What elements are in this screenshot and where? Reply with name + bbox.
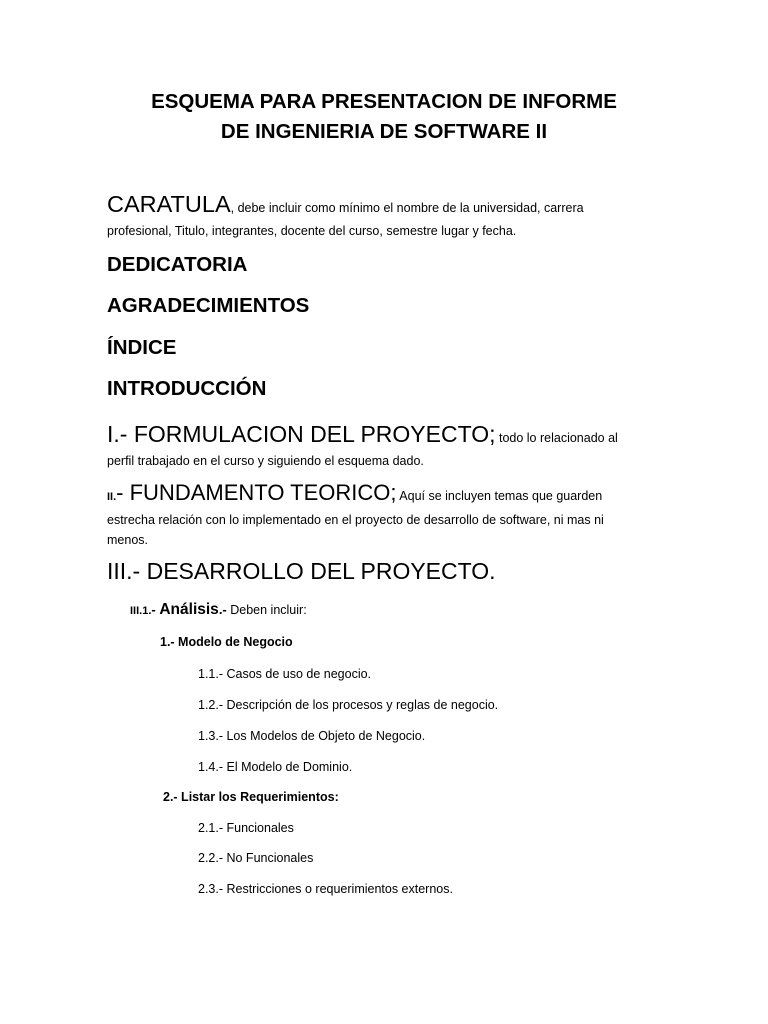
introduccion-heading: INTRODUCCIÓN <box>107 377 267 400</box>
section-3-heading: III.- DESARROLLO DEL PROYECTO. <box>107 558 496 584</box>
section-1-separator: ; <box>489 421 496 447</box>
modelo-negocio-item-4: 1.4.- El Modelo de Dominio. <box>198 760 353 774</box>
caratula-text-line-2: profesional, Titulo, integrantes, docente del curso, semestre lugar y fecha. <box>107 224 517 238</box>
analisis-numeral: III.1. <box>130 605 152 617</box>
section-2-separator: ; <box>390 480 397 505</box>
section-2-numeral: II. <box>107 491 117 503</box>
caratula-text-line-1: , debe incluir como mínimo el nombre de la universidad, carrera <box>230 201 584 215</box>
analisis-text: Deben incluir: <box>226 603 307 617</box>
section-2-text-line-1: Aquí se incluyen temas que guarden <box>396 489 603 503</box>
requerimientos-item-1: 2.1.- Funcionales <box>198 821 294 835</box>
modelo-negocio-item-3: 1.3.- Los Modelos de Objeto de Negocio. <box>198 729 426 743</box>
requerimientos-item-2: 2.2.- No Funcionales <box>198 851 314 865</box>
section-1-text-line-2: perfil trabajado en el curso y siguiendo el esquema dado. <box>107 454 424 468</box>
title-line-2: DE INGENIERIA DE SOFTWARE II <box>220 120 548 143</box>
caratula-heading: CARATULA <box>107 191 231 217</box>
section-2 <box>107 479 677 550</box>
section-1-text-line-1: todo lo relacionado al <box>495 431 618 445</box>
analisis-heading: Análisis <box>159 601 219 618</box>
agradecimientos-heading: AGRADECIMIENTOS <box>107 294 310 317</box>
requerimientos-item-3: 2.3.- Restricciones o requerimientos externos. <box>198 882 453 896</box>
modelo-negocio-item-1: 1.1.- Casos de uso de negocio. <box>198 667 372 681</box>
section-2-text-line-3: menos. <box>107 532 148 547</box>
caratula-section <box>107 190 677 242</box>
title-line-1: ESQUEMA PARA PRESENTACION DE INFORME <box>151 90 617 113</box>
analisis-line <box>130 598 307 623</box>
analisis-dash: - <box>151 602 160 617</box>
section-1-heading: I.- FORMULACION DEL PROYECTO <box>107 421 490 447</box>
section-1 <box>107 420 677 472</box>
dedicatoria-heading: DEDICATORIA <box>107 253 248 276</box>
document-title <box>0 87 768 147</box>
section-2-heading: - FUNDAMENTO TEORICO <box>116 480 391 505</box>
modelo-negocio-item-2: 1.2.- Descripción de los procesos y reglas de negocio. <box>198 698 499 712</box>
indice-heading: ÍNDICE <box>107 336 177 359</box>
requerimientos-heading: 2.- Listar los Requerimientos: <box>163 790 339 804</box>
section-2-text-line-2: estrecha relación con lo implementado en el proyecto de desarrollo de software, ni mas ni <box>107 513 604 527</box>
modelo-negocio-heading: 1.- Modelo de Negocio <box>160 635 293 649</box>
analisis-dot-dash: .- <box>218 602 227 617</box>
